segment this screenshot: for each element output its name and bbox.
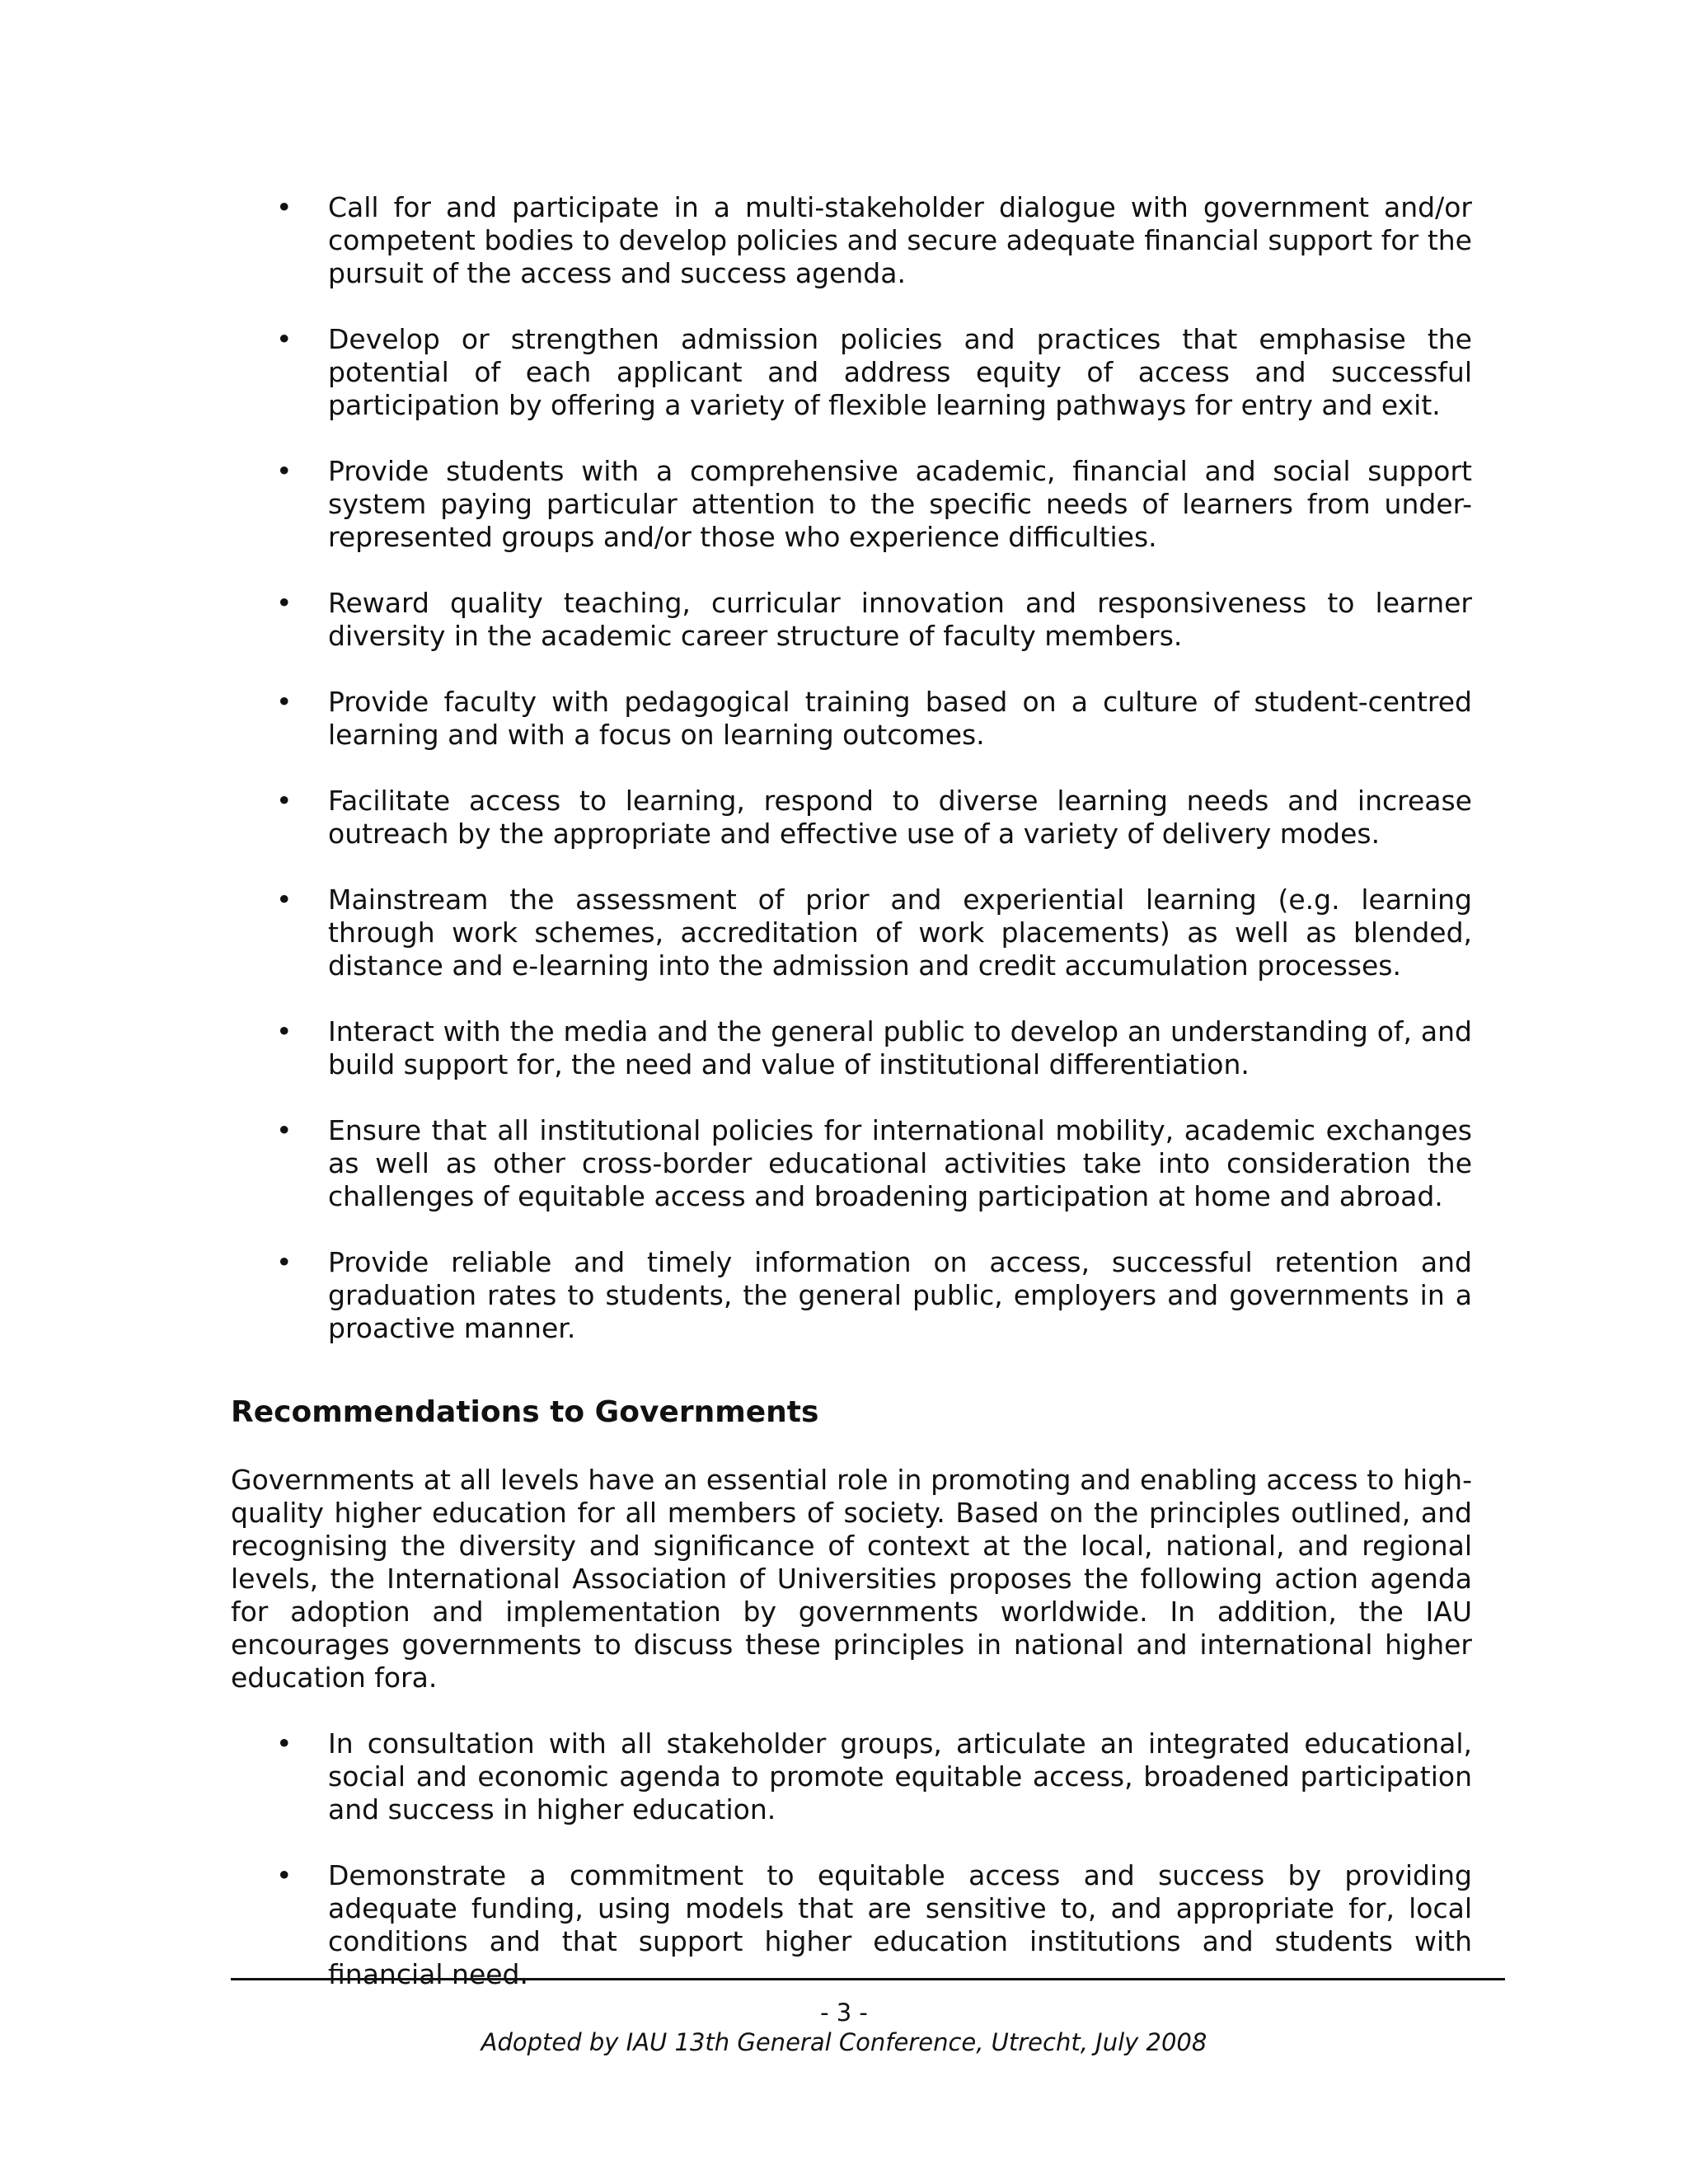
footer-note: Adopted by IAU 13th General Conference, Utrecht, July 2008 <box>481 2028 1207 2056</box>
list-item-text: Develop or strengthen admission policies and practices that emphasise the potential of each applicant and address equity of access and successful participation by offering a variety of flexible learning pathways for entry and exit. <box>328 323 1472 421</box>
list-item <box>231 1859 1472 1991</box>
page-content <box>231 191 1472 2024</box>
list-item-text: Demonstrate a commitment to equitable access and success by providing adequate funding, using models that are sensitive to, and appropriate for, local conditions and that support higher education institutions and students with financial need. <box>328 1859 1472 1990</box>
bullet-icon: • <box>276 455 293 487</box>
list-item <box>231 1727 1472 1826</box>
list-item-text: Provide students with a comprehensive academic, financial and social support system paying particular attention to the specific needs of learners from under-represented groups and/or those who experience difficulties. <box>328 455 1472 553</box>
bullet-icon: • <box>276 686 293 718</box>
list-item <box>231 587 1472 653</box>
footer-divider <box>231 1978 1505 1980</box>
list-item-text: Mainstream the assessment of prior and experiential learning (e.g. learning through work schemes, accreditation of work placements) as well as blended, distance and e-learning into the admission and credit accumulation processes. <box>328 883 1472 982</box>
list-item <box>231 1015 1472 1081</box>
page-number: - 3 - <box>820 1999 868 2027</box>
bullet-icon: • <box>276 323 293 355</box>
list-item <box>231 1114 1472 1213</box>
list-item <box>231 785 1472 851</box>
list-item <box>231 323 1472 422</box>
list-item-text: Facilitate access to learning, respond to diverse learning needs and increase outreach by the appropriate and effective use of a variety of delivery modes. <box>328 785 1472 850</box>
list-item <box>231 883 1472 982</box>
government-recommendations-list <box>231 1727 1472 1991</box>
bullet-icon: • <box>276 1727 293 1760</box>
list-item <box>231 686 1472 752</box>
bullet-icon: • <box>276 191 293 223</box>
list-item-text: Reward quality teaching, curricular innovation and responsiveness to learner diversity in the academic career structure of faculty members. <box>328 587 1472 652</box>
bullet-icon: • <box>276 785 293 817</box>
bullet-icon: • <box>276 1114 293 1146</box>
list-item-text: Call for and participate in a multi-stakeholder dialogue with government and/or competent bodies to develop policies and secure adequate financial support for the pursuit of the access and success agenda. <box>328 191 1472 289</box>
bullet-icon: • <box>276 883 293 916</box>
institution-recommendations-list <box>231 191 1472 1345</box>
list-item-text: Ensure that all institutional policies for international mobility, academic exchanges as well as other cross-border educational activities take into consideration the challenges of equitable access and broadening participation at home and abroad. <box>328 1114 1472 1212</box>
list-item <box>231 191 1472 290</box>
list-item-text: Interact with the media and the general public to develop an understanding of, and build support for, the need and value of institutional differentiation. <box>328 1015 1472 1080</box>
list-item-text: Provide faculty with pedagogical training based on a culture of student-centred learning and with a focus on learning outcomes. <box>328 686 1472 751</box>
list-item-text: In consultation with all stakeholder groups, articulate an integrated educational, social and economic agenda to promote equitable access, broadened participation and success in higher education. <box>328 1727 1472 1825</box>
bullet-icon: • <box>276 1246 293 1278</box>
bullet-icon: • <box>276 1015 293 1047</box>
bullet-icon: • <box>276 587 293 619</box>
bullet-icon: • <box>276 1859 293 1891</box>
list-item-text: Provide reliable and timely information on access, successful retention and graduation rates to students, the general public, employers and governments in a proactive manner. <box>328 1246 1472 1344</box>
list-item <box>231 455 1472 554</box>
list-item <box>231 1246 1472 1345</box>
section-intro-paragraph: Governments at all levels have an essential role in promoting and enabling access to high-quality higher education for all members of society. Based on the principles outlined, and recognising the diversity and significance of context at the local, national, and regional levels, the International Association of Universities proposes the following action agenda for adoption and implementation by governments worldwide. In addition, the IAU encourages governments to discuss these principles in national and international higher education fora. <box>231 1464 1472 1694</box>
section-heading: Recommendations to Governments <box>231 1395 819 1429</box>
